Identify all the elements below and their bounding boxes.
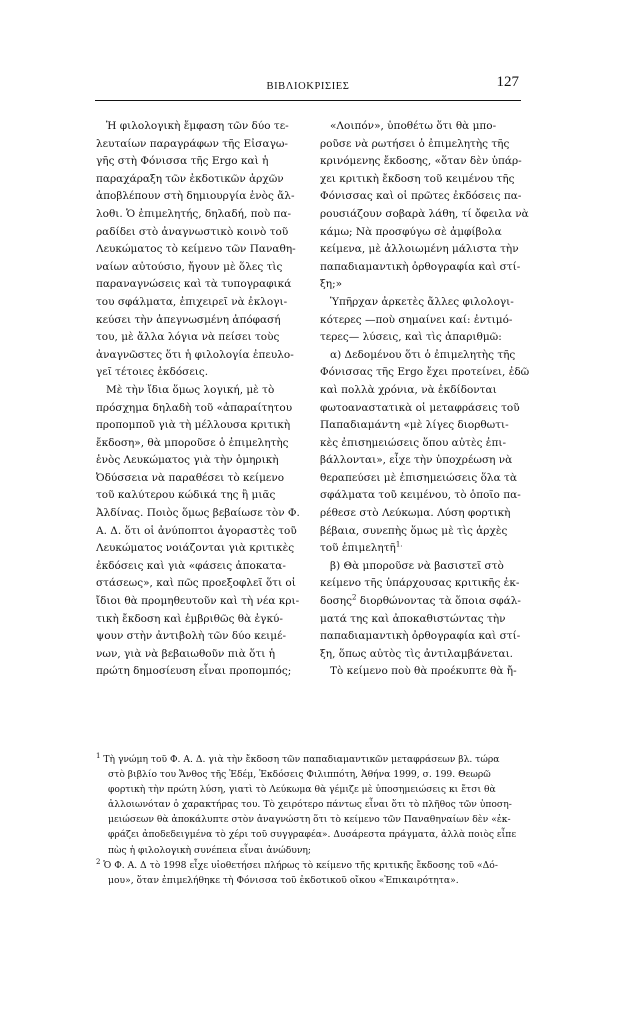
text-line: σφάλματα τοῦ κειμένου, τὸ ὁποῖο πα- (320, 489, 521, 502)
footnote-line: στὸ βιβλίο του Ἄνθος τῆς Ἐδέμ, Ἐκδόσεις Φιλιππότη, Ἀθήνα 1999, σ. 199. Θεωρῶ (108, 769, 491, 781)
text-line: βάλλονται», εἶχε τὴν ὑποχρέωση νὰ (320, 454, 513, 467)
footnote-ref: 2 (351, 593, 357, 602)
text-line: τερες— λύσεις, καὶ τὶς ἀπαριθμῶ: (320, 331, 502, 344)
text-line: θεραπεύσει μὲ ἐπισημειώσεις ὅλα τὰ (320, 471, 517, 484)
text-line: λοθι. Ὁ ἐπιμελητής, δηλαδή, ποὺ πα- (96, 207, 292, 220)
footnote-line: $^2$ Ὁ Φ. Α. Δ τὸ 1998 εἶχε υἱοθετήσει πλήρως τὸ κείμενο τῆς κριτικῆς ἔκδοσης τοῦ «Δό- (96, 857, 498, 871)
footnote-mark: 1 (96, 751, 101, 760)
text-line: Φόνισσας τῆς Ergo ἔχει προτείνει, ἐδῶ (320, 366, 530, 379)
text-line: γῆς στὴ Φόνισσα τῆς Ergo καὶ ἡ (96, 155, 269, 168)
text-line: Φόνισσας καὶ οἱ πρῶτες ἐκδόσεις πα- (320, 190, 522, 203)
text-line: ρέθεσε στὸ Λεύκωμα. Λύση φορτικὴ (320, 507, 511, 520)
text-line: λευταίων παραγράφων τῆς Εἰσαγω- (96, 137, 288, 150)
text-line: Μὲ τὴν ἴδια ὅμως λογική, μὲ τὸ (96, 383, 275, 396)
text-line: τοῦ καλύτερου κώδικά της ἢ μιᾶς (96, 489, 276, 502)
text-line: κάμω; Νὰ προσφύγω σὲ ἀμφίβολα (320, 225, 502, 238)
footnotes (96, 752, 526, 888)
text-line: πρώτη δημοσίευση εἶναι προπομπός; (96, 665, 292, 678)
text-line: κρινόμενης ἔκδοσης, «ὅταν δὲν ὑπάρ- (320, 155, 522, 168)
text-line: ἐκδόσεις καὶ γιὰ «φάσεις ἀποκατα- (96, 559, 286, 572)
text-line: β) Θὰ μποροῦσε νὰ βασιστεῖ στὸ (320, 559, 504, 572)
footnote-mark: 2 (96, 857, 101, 866)
text-line: ροῦσε νὰ ρωτήσει ὁ ἐπιμελητὴς τῆς (320, 137, 510, 150)
text-line: Λευκώματος τὸ κείμενο τῶν Παναθη- (96, 243, 296, 256)
text-line: κείμενα, μὲ ἀλλοιωμένη μάλιστα τὴν (320, 243, 519, 256)
page-header (95, 74, 521, 101)
text-line: ἑνὸς Λευκώματος γιὰ τὴν ὁμηρικὴ (96, 454, 279, 467)
text-line: κείμενο τῆς ὑπάρχουσας κριτικῆς ἐκ- (320, 577, 520, 590)
text-line: παπαδιαμαντικὴ ὀρθογραφία καὶ στί- (320, 630, 521, 643)
footnote-line: μου», ὅταν ἐπιμελήθηκε τὴ Φόνισσα τοῦ ἐκδοτικοῦ οἴκου «Ἐπικαιρότητα». (108, 874, 459, 886)
text-line: γεῖ τέτοιες ἐκδόσεις. (96, 366, 209, 379)
text-line: Τὸ κείμενο ποὺ θὰ προέκυπτε θὰ ἤ- (320, 665, 517, 678)
text-line: νων, γιὰ νὰ βεβαιωθοῦν πιὰ ὅτι ἡ (96, 647, 276, 660)
text-line: τικὴ ἔκδοση καὶ ἐμβριθῶς θὰ ἐγκύ- (96, 612, 283, 625)
text-line: ναίων αὐτούσιο, ἤγουν μὲ ὅλες τὶς (96, 260, 283, 273)
text-line: Ὑπῆρχαν ἀρκετὲς ἄλλες φιλολογι- (320, 295, 514, 308)
text-line: ρουσιάζουν σοβαρὰ λάθη, τί ὄφειλα νὰ (320, 207, 529, 220)
text-line: του, μὲ ἄλλα λόγια νὰ πείσει τοὺς (96, 331, 280, 344)
text-line: α) Δεδομένου ὅτι ὁ ἐπιμελητὴς τῆς (320, 348, 516, 361)
footnote-line: ἀλλοιωνόταν ὁ χαρακτήρας του. Τὸ χειρότερο πάντως εἶναι ὅτι τὸ πλῆθος τῶν ὑποση- (108, 799, 512, 811)
text-line: χει κριτικὴ ἔκδοση τοῦ κειμένου τῆς (320, 172, 515, 185)
text-line: παπαδιαμαντικὴ ὀρθογραφία καὶ στί- (320, 260, 521, 273)
running-head: ΒΙΒΛΙΟΚΡΙΣΙΕΣ (266, 81, 350, 92)
text-line: ξη;» (320, 278, 343, 291)
footnote-line: πὼς ἡ φιλολογικὴ συνέπεια εἶναι ἀνώδυνη; (108, 844, 312, 856)
text-line: καὶ πολλὰ χρόνια, νὰ ἐκδίδονται (320, 383, 497, 396)
text-line: δοσης$^2$ διορθώνοντας τὰ ὅποια σφάλ- (320, 593, 521, 608)
text-line: κεύσει τὴν ἀπεγνωσμένη ἀπόφασή (96, 313, 281, 326)
text-line: πρόσχημα δηλαδὴ τοῦ «ἀπαραίτητου (96, 401, 293, 414)
text-line: ψουν στὴν ἀντιβολὴ τῶν δύο κειμέ- (96, 630, 287, 643)
text-line: Ἀλδίνας. Ποιὸς ὅμως βεβαίωσε τὸν Φ. (96, 507, 300, 520)
footnote-ref: 1. (395, 540, 403, 549)
text-line: παραναγνώσεις καὶ τὰ τυπογραφικά (96, 278, 292, 291)
footnote-line: φράζει ἀποδεδειγμένα τὸ χέρι τοῦ συγγραφέα». Δυσάρεστα πράγματα, ἀλλὰ ποιὸς εἶπε (108, 829, 517, 841)
footnote-line: φορτικὴ τὴν πρώτη λύση, γιατὶ τὸ Λεύκωμα θὰ γέμιζε μὲ ὑποσημειώσεις κι ἔτσι θὰ (108, 784, 496, 796)
text-line: ἴδιοι θὰ προμηθευτοῦν καὶ τὴ νέα κρι- (96, 595, 300, 608)
text-line: στάσεως», καὶ πῶς προεξοφλεῖ ὅτι οἱ (96, 577, 296, 590)
text-line: ραδίδει στὸ ἀναγνωστικὸ κοινὸ τοῦ (96, 225, 289, 238)
text-line: παραχάραξη τῶν ἐκδοτικῶν ἀρχῶν (96, 172, 284, 185)
text-line: Λευκώματος νοιάζονται γιὰ κριτικὲς (96, 542, 295, 555)
footnote-line: $^1$ Τὴ γνώμη τοῦ Φ. Α. Δ. γιὰ τὴν ἔκδοση τῶν παπαδιαμαντικῶν μεταφράσεων βλ. τώρα (96, 751, 500, 765)
text-line: Ἡ φιλολογικὴ ἔμφαση τῶν δύο τε- (96, 120, 289, 132)
text-line: «Λοιπόν», ὑποθέτω ὅτι θὰ μπο- (320, 120, 497, 132)
footnote-line: μειώσεων θὰ ἀποκάλυπτε στὸν ἀναγνώστη ὅτι τὸ κείμενο τῶν Παναθηναίων δὲν «ἐκ- (108, 814, 511, 826)
text-line: κὲς ἐπισημειώσεις ὅπου αὐτὲς ἐπι- (320, 436, 507, 449)
text-line: Ὀδύσσεια νὰ παραθέσει τὸ κείμενο (96, 471, 285, 484)
text-line: ἀποβλέπουν στὴ δημιουργία ἑνὸς ἄλ- (96, 190, 295, 203)
text-line: ματά της καὶ ἀποκαθιστώντας τὴν (320, 612, 506, 625)
text-line: του σφάλματα, ἐπιχειρεῖ νὰ ἐκλογι- (96, 295, 288, 308)
text-line: βέβαια, συνεπὴς ὅμως μὲ τὶς ἀρχὲς (320, 524, 508, 537)
page-number: 127 (496, 74, 519, 90)
text-line: κότερες —ποὺ σημαίνει καί: ἐντιμό- (320, 313, 513, 326)
text-line: ξη, ὅπως αὐτὸς τὶς ἀντιλαμβάνεται. (320, 647, 514, 660)
text-line: προπομποῦ γιὰ τὴ μέλλουσα κριτικὴ (96, 419, 291, 432)
text-line: ἔκδοση», θὰ μποροῦσε ὁ ἐπιμελητὴς (96, 436, 289, 449)
text-line: τοῦ ἐπιμελητῆ$^{1.}$ (320, 540, 403, 555)
right-column (320, 118, 530, 681)
text-line: Α. Δ. ὅτι οἱ ἀνύποπτοι ἀγοραστὲς τοῦ (96, 524, 297, 537)
text-line: ἀναγνῶστες ὅτι ἡ φιλολογία ἐπευλο- (96, 348, 294, 361)
left-column (96, 118, 300, 681)
text-line: Παπαδιαμάντη «μὲ λίγες διορθωτι- (320, 419, 509, 432)
text-line: φωτοαναστατικὰ οἱ μεταφράσεις τοῦ (320, 401, 520, 414)
